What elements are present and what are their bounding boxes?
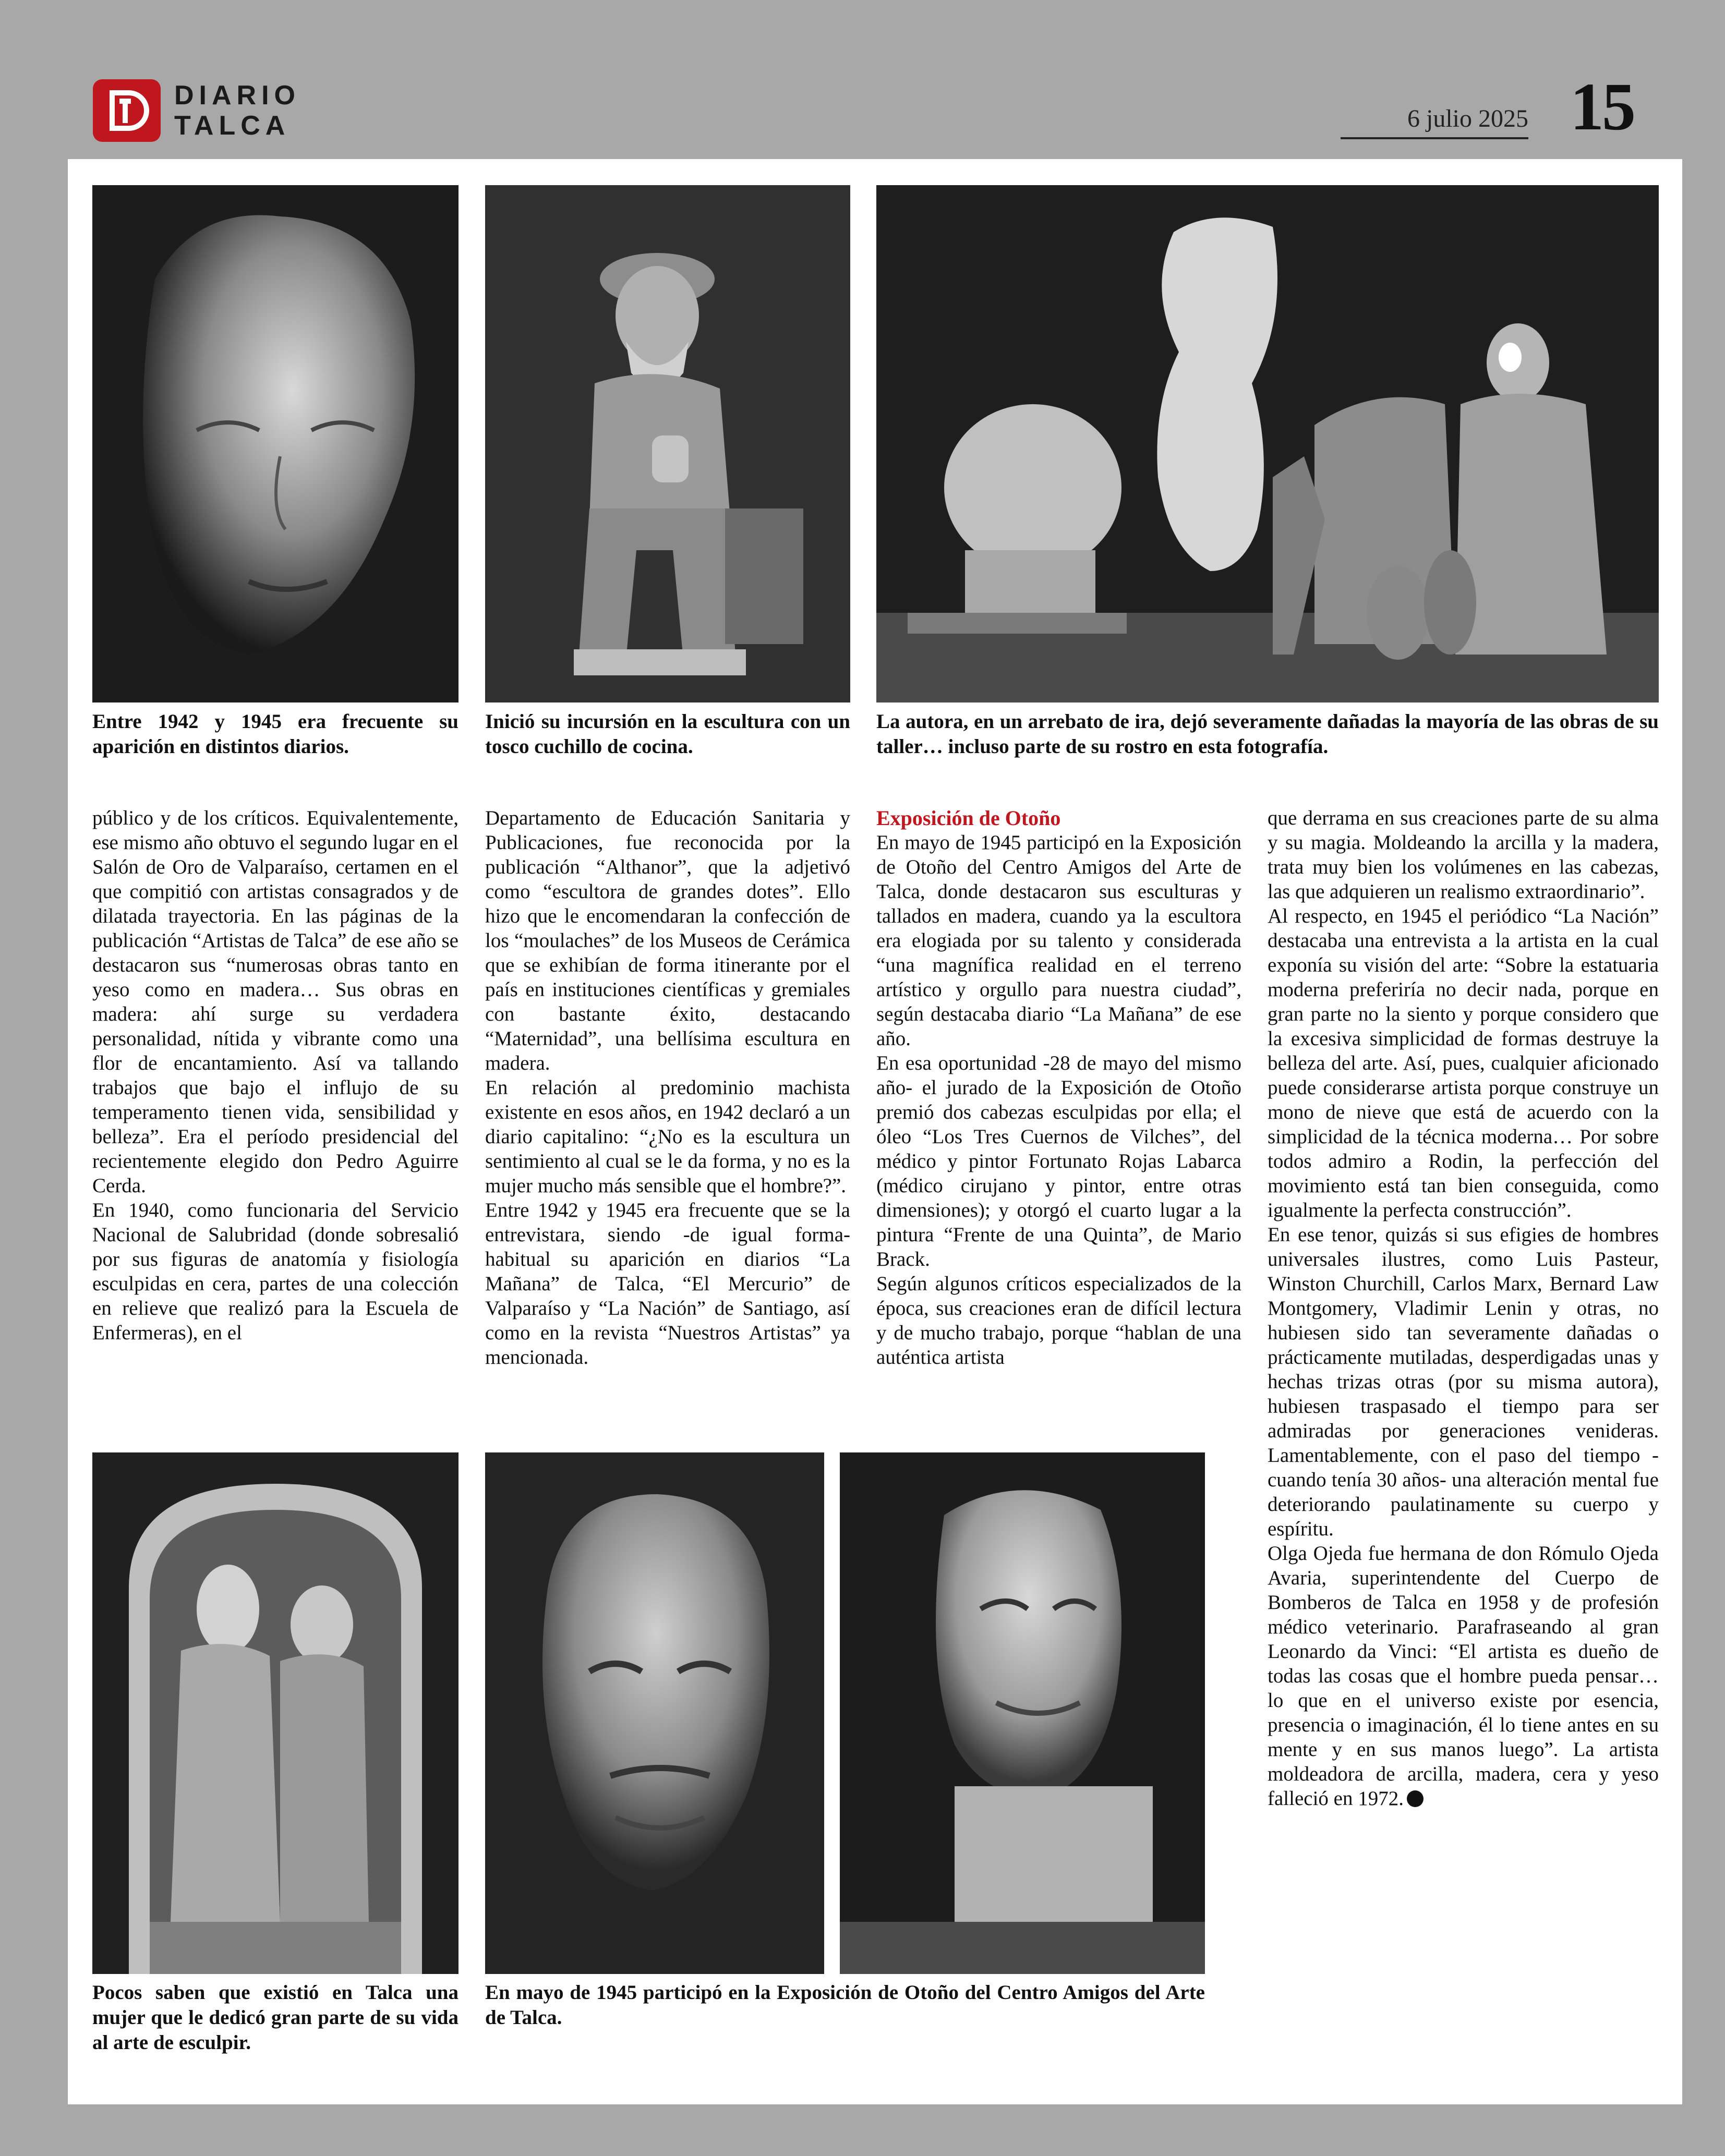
pasteur-bust-sculpture-photo (840, 1452, 1205, 1974)
issue-date: 6 julio 2025 (1341, 104, 1528, 139)
photo-caption: En mayo de 1945 participó en la Exposición de Otoño del Centro Amigos del Arte de Talca. (485, 1981, 1205, 2029)
bald-man-head-sculpture-photo (485, 1452, 824, 1974)
page-number: 15 (1570, 69, 1634, 144)
paragraph: En esa oportunidad -28 de mayo del mismo año- el jurado de la Exposición de Otoño premió dos cabezas esculpidas por ella; el óleo “Los Tres Cuernos de Vilches”, del médico y pintor Fortunato Rojas Labarca (médico cirujano y pintor, entre otras dimensiones); y otorgó el cuarto lugar a la pintura “Frente de una Quinta”, de Mario Brack. (876, 1052, 1241, 1270)
paragraph: Al respecto, en 1945 el periódico “La Nación” destacaba una entrevista a la artista en la cual exponía su visión del arte: “Sobre la estatuaria moderna preferiría no decir nada, porque en gran parte no la siento y porque considero que la excesiva simplicidad de formas destruye la belleza del arte. Así, pues, cualquier aficionado puede considerarse artista porque construye un mono de nieve que está de acuerdo con la simplicidad de la técnica moderna… Por sobre todos admiro a Rodin, la perfección del movimiento está tan bien conseguida, como igualmente la perfecta construcción”. (1268, 905, 1659, 1221)
paragraph: En mayo de 1945 participó en la Exposición de Otoño del Centro Amigos del Arte de Talca, donde destacaron sus esculturas y tallados en madera, cuando ya la escultora era elogiada por su talento y considerada “una magnífica realidad en el terreno artístico y orgullo para nuestra ciudad”, según destacaba diario “La Mañana” de ese año. (876, 831, 1241, 1050)
brand-line-1: DIARIO (174, 80, 300, 111)
end-of-article-dot (1407, 1790, 1424, 1807)
photo-caption: Pocos saben que existió en Talca una mujer que le dedicó gran parte de su vida al arte de esculpir. (92, 1981, 459, 2054)
paragraph: En ese tenor, quizás si sus efigies de hombres universales ilustres, como Luis Pasteur, Winston Churchill, Carlos Marx, Bernard Law Montgomery, Vladimir Lenin y otras, no hubiesen sido tan severamente dañadas o prácticamente mutiladas, desperdigadas unas y hechas trizas otras (por su misma autora), hubiesen traspasado el tiempo para ser admiradas por generaciones venideras. Lamentablemente, con el paso del tiempo -cuando tenía 30 años- una alteración mental fue deteriorando paulatinamente su cuerpo y espíritu. (1268, 1224, 1659, 1540)
carved-wood-relief-figures-photo (92, 1452, 459, 1974)
brand-line-2: TALCA (174, 111, 291, 141)
paragraph: En relación al predominio machista existente en esos años, en 1942 declaró a un diario capitalino: “¿No es la escultura un sentimiento al cual se le da forma, y no es la mujer mucho más sensible que el hombre?”. (485, 1076, 850, 1197)
article-column-4 (1268, 806, 1659, 1811)
paragraph: Según algunos críticos especializados de la época, sus creaciones eran de difícil lectura y de mucho trabajo, porque “hablan de una auténtica artista (876, 1273, 1241, 1368)
artist-in-workshop-photo (876, 185, 1659, 702)
paragraph (1268, 1541, 1659, 1811)
article-column-2 (485, 806, 850, 1370)
sculpted-woman-head-photo (92, 185, 459, 702)
photo-caption: Entre 1942 y 1945 era frecuente su aparición en distintos diarios. (92, 710, 459, 758)
paragraph: En 1940, como funcionaria del Servicio Nacional de Salubridad (donde sobresalió por sus figuras de anatomía y fisiología esculpidas en cera, partes de una colección en relieve que realizó para la Escuela de Enfermeras), en el (92, 1199, 459, 1344)
photo-caption: Inició su incursión en la escultura con un tosco cuchillo de cocina. (485, 710, 850, 758)
photo-caption: La autora, en un arrebato de ira, dejó severamente dañadas la mayoría de las obras de su taller… incluso parte de su rostro en esta fotografía. (876, 710, 1659, 758)
carved-seated-old-man-photo (485, 185, 850, 702)
paragraph: público y de los críticos. Equivalentemente, ese mismo año obtuvo el segundo lugar en el Salón de Oro de Valparaíso, certamen en el que compitió con artistas consagrados y de dilatada trayectoria. En las páginas de la publicación “Artistas de Talca” de ese año se destacaron sus “numerosas obras tanto en yeso como en madera… Sus obras en madera: ahí surge su verdadera personalidad, nítida y vibrante como una flor de encantamiento. Así va tallando trabajos que bajo el influjo de su temperamento tienen vida, sensibilidad y belleza”. Era el período presidencial del recientemente elegido don Pedro Aguirre Cerda. (92, 807, 459, 1197)
page-sheet (68, 159, 1682, 2104)
paragraph: Departamento de Educación Sanitaria y Publicaciones, fue reconocida por la publicación “Althanor”, que la adjetivó como “escultora de grandes dotes”. Ello hizo que le encomendaran la confección de los “moulaches” de los Museos de Cerámica que se exhibían de forma itinerante por el país en instituciones científicas y gremiales con bastante éxito, destacando “Maternidad”, una bellísima escultura en madera. (485, 807, 850, 1074)
article-column-3 (876, 806, 1241, 1370)
diario-talca-logo-icon (93, 79, 161, 142)
paragraph: que derrama en sus creaciones parte de su alma y su magia. Moldeando la arcilla y la madera, trata muy bien los volúmenes en las cabezas, las que adquieren un realismo extraordinario”. (1268, 807, 1659, 903)
masthead-logo[interactable] (93, 79, 300, 142)
paragraph-text: Olga Ojeda fue hermana de don Rómulo Ojeda Avaria, superintendente del Cuerpo de Bomberos de Talca en 1958 y de profesión médico veterinario. Parafraseando al gran Leonardo da Vinci: “El artista es dueño de todas las cosas que el hombre pueda pensar… lo que en el universo existe por esencia, presencia o imaginación, él lo tiene antes en su mente y en sus manos luego”. La artista moldeadora de arcilla, madera, cera y yeso falleció en 1972. (1268, 1542, 1659, 1810)
brand-name (174, 80, 300, 141)
section-heading: Exposición de Otoño (876, 806, 1061, 830)
article-column-1 (92, 806, 459, 1345)
paragraph: Entre 1942 y 1945 era frecuente que se la entrevistara, siendo -de igual forma- habitual su aparición en diarios “La Mañana” de Talca, “El Mercurio” de Valparaíso y “La Nación” de Santiago, así como en la revista “Nuestros Artistas” ya mencionada. (485, 1199, 850, 1368)
